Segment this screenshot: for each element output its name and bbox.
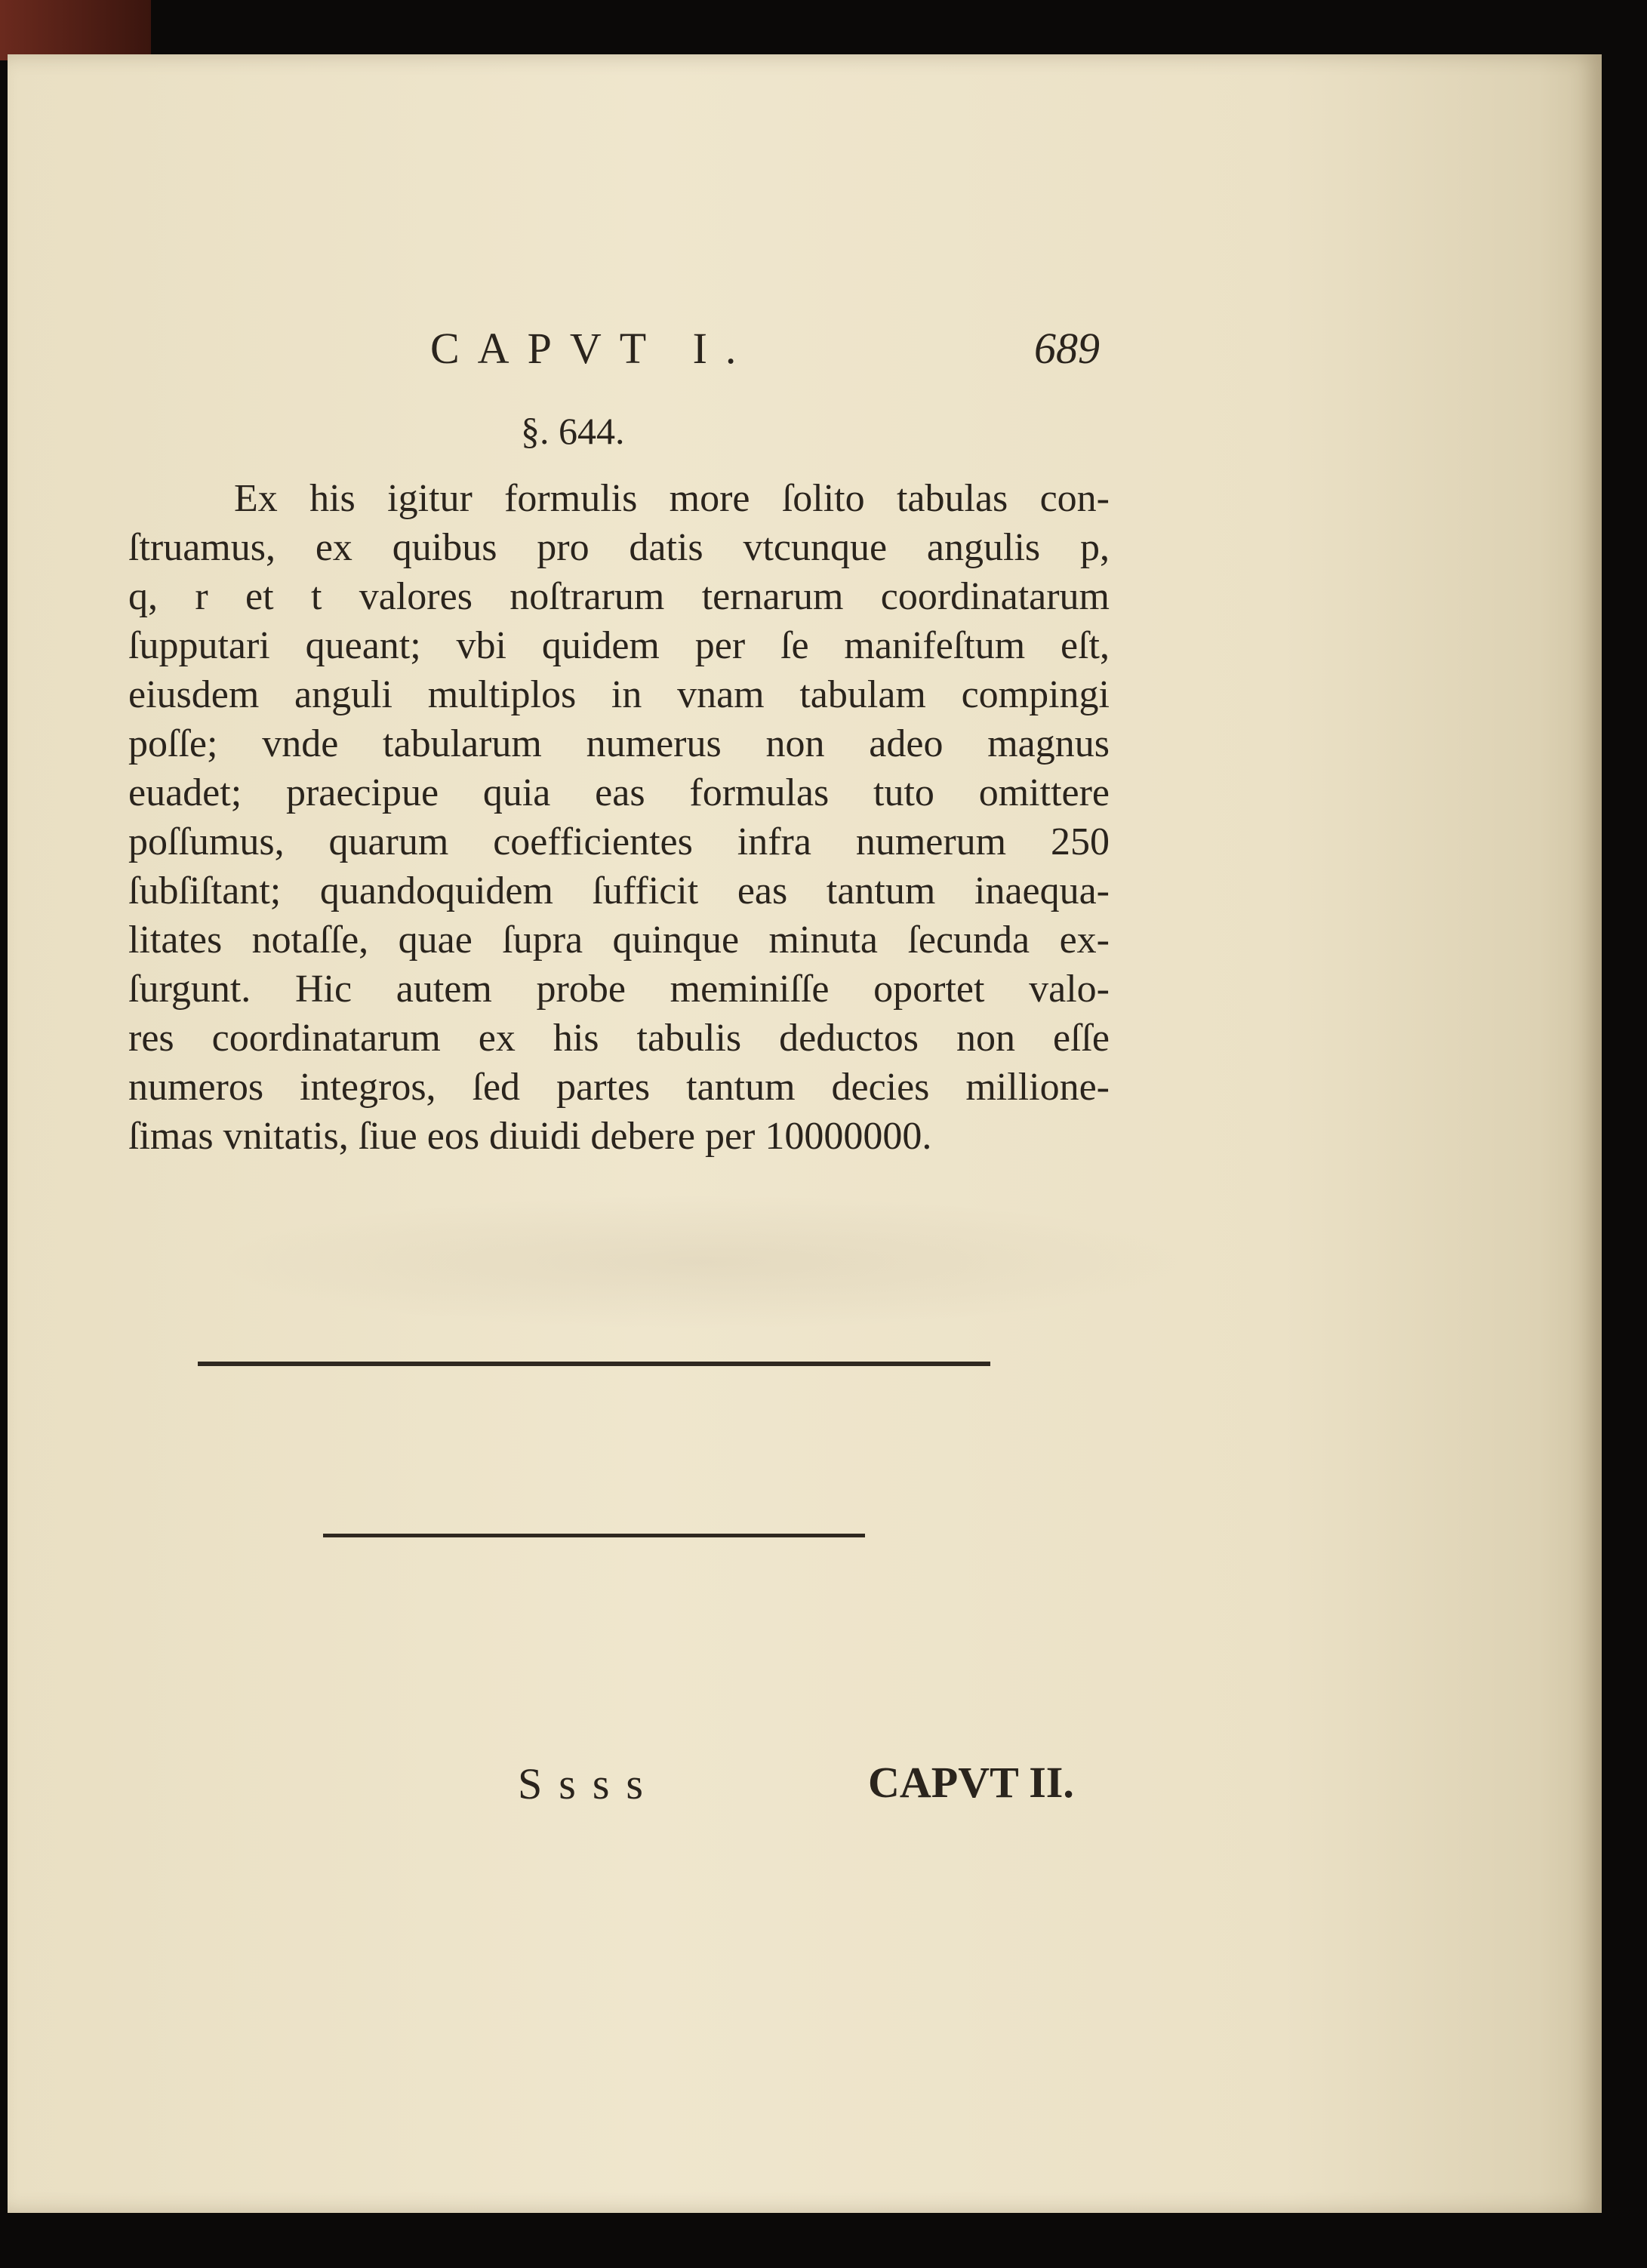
show-through-shadow xyxy=(211,1194,1193,1330)
text-line: litates notaſſe, quae ſupra quinque minuta ſecunda ex- xyxy=(128,919,1110,962)
catchword: CAPVT II. xyxy=(868,1758,1074,1807)
book-spine-edge xyxy=(0,0,151,60)
body-paragraph xyxy=(128,474,1110,1161)
text-line: eiusdem anguli multiplos in vnam tabulam compingi xyxy=(128,673,1110,716)
horizontal-rule-long xyxy=(198,1362,990,1366)
text-line: ſubſiſtant; quandoquidem ſufficit eas tantum inaequa- xyxy=(128,869,1110,912)
text-line: ſimas vnitatis, ſiue eos diuidi debere per 10000000. xyxy=(128,1115,932,1158)
signature-mark: Ssss xyxy=(518,1759,660,1808)
text-line: Ex his igitur formulis more ſolito tabulas con- xyxy=(234,477,1110,520)
text-line: numeros integros, ſed partes tantum decies millione- xyxy=(128,1066,1110,1109)
text-line: ſupputari queant; vbi quidem per ſe manifeſtum eſt, xyxy=(128,624,1110,667)
text-line: q, r et t valores noſtrarum ternarum coordinatarum xyxy=(128,575,1110,618)
text-line: poſſumus, quarum coefficientes infra numerum 250 xyxy=(128,820,1110,863)
running-head: CAPVT I. xyxy=(430,324,755,373)
text-line: poſſe; vnde tabularum numerus non adeo magnus xyxy=(128,722,1110,765)
text-line: euadet; praecipue quia eas formulas tuto omittere xyxy=(128,771,1110,814)
section-number: §. 644. xyxy=(521,410,625,452)
book-page xyxy=(8,54,1602,2213)
text-line: ſurgunt. Hic autem probe meminiſſe oportet valo- xyxy=(128,968,1110,1011)
page-number: 689 xyxy=(1034,324,1100,373)
text-line: ſtruamus, ex quibus pro datis vtcunque angulis p, xyxy=(128,526,1110,569)
horizontal-rule-short xyxy=(323,1534,865,1537)
text-line: res coordinatarum ex his tabulis deductos non eſſe xyxy=(128,1017,1110,1060)
